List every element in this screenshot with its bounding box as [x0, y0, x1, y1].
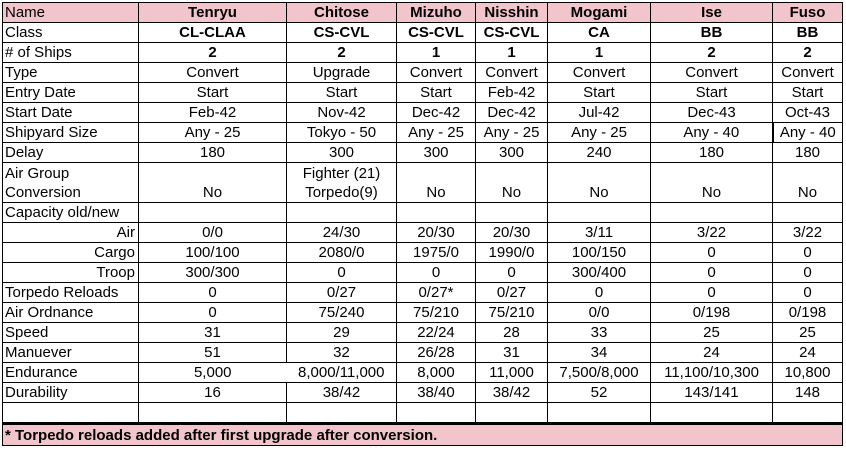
cell: 24	[773, 343, 843, 363]
cell: 300	[476, 143, 548, 163]
cell: 0	[773, 243, 843, 263]
ship-name: Tenryu	[139, 3, 287, 23]
cell: Feb-42	[476, 83, 548, 103]
table-row	[3, 283, 843, 303]
cell: 0	[139, 283, 287, 303]
empty-cell	[651, 203, 773, 223]
row-label: Torpedo Reloads	[3, 283, 139, 303]
row-label: Durability	[3, 383, 139, 403]
cell: 2080/0	[287, 243, 397, 263]
cell: CA	[548, 23, 651, 43]
cell: 0/0	[548, 303, 651, 323]
cell: CS-CVL	[397, 23, 476, 43]
cell: 1990/0	[476, 243, 548, 263]
row-label: Entry Date	[3, 83, 139, 103]
empty-cell	[287, 403, 397, 424]
table-row	[3, 103, 843, 123]
cell-line	[478, 164, 545, 183]
cell: 0/27*	[397, 283, 476, 303]
ship-name: Fuso	[773, 3, 843, 23]
table-row	[3, 3, 843, 23]
footnote-row	[3, 424, 843, 446]
cell: Convert	[548, 63, 651, 83]
cell: 0	[651, 283, 773, 303]
ship-name: Ise	[651, 3, 773, 23]
cell	[139, 163, 287, 203]
cell: 25	[651, 323, 773, 343]
cell: BB	[773, 23, 843, 43]
cell: Convert	[476, 63, 548, 83]
cell: 0	[773, 263, 843, 283]
empty-cell	[773, 203, 843, 223]
row-label: Troop	[3, 263, 139, 283]
empty-cell	[548, 203, 651, 223]
table-row	[3, 163, 843, 203]
cell: 180	[139, 143, 287, 163]
ship-name: Nisshin	[476, 3, 548, 23]
row-label-line: Conversion	[5, 183, 81, 201]
cell: 240	[548, 143, 651, 163]
row-label: Manuever	[3, 343, 139, 363]
table-row	[3, 243, 843, 263]
cell: 0/27	[287, 283, 397, 303]
cell-line: No	[202, 183, 223, 201]
cell-line: Fighter (21)	[302, 164, 381, 182]
row-label-line: Air Group	[5, 164, 70, 182]
cell: 300	[287, 143, 397, 163]
cell-line	[653, 164, 770, 183]
cell: Dec-42	[476, 103, 548, 123]
row-label: Cargo	[3, 243, 139, 263]
cell: 300/300	[139, 263, 287, 283]
cell: Start	[773, 83, 843, 103]
cell: 100/100	[139, 243, 287, 263]
cell: Any - 40	[773, 123, 843, 143]
cell: 38/42	[476, 383, 548, 403]
cell-line: No	[701, 183, 722, 201]
cell: Start	[651, 83, 773, 103]
row-label: Class	[3, 23, 139, 43]
cell: Oct-43	[773, 103, 843, 123]
cell: 180	[651, 143, 773, 163]
cell: 0	[651, 243, 773, 263]
row-label: Name	[3, 3, 139, 23]
cell: 34	[548, 343, 651, 363]
cell: 7,500/8,000	[548, 363, 651, 383]
cell: BB	[651, 23, 773, 43]
empty-cell	[287, 203, 397, 223]
cell: 3/22	[773, 223, 843, 243]
cell: 1	[397, 43, 476, 63]
cell: 3/22	[651, 223, 773, 243]
cell: 52	[548, 383, 651, 403]
cell: 75/210	[476, 303, 548, 323]
row-label: Air Ordnance	[3, 303, 139, 323]
empty-cell	[773, 403, 843, 424]
cell: Any - 25	[139, 123, 287, 143]
footnote: * Torpedo reloads added after first upgrade after conversion.	[3, 424, 843, 446]
empty-cell	[139, 203, 287, 223]
cell: 38/42	[287, 383, 397, 403]
empty-cell	[548, 403, 651, 424]
cell: Any - 25	[397, 123, 476, 143]
cell: Upgrade	[287, 63, 397, 83]
cell: Convert	[651, 63, 773, 83]
cell: 32	[287, 343, 397, 363]
cell: 1	[476, 43, 548, 63]
cell	[476, 163, 548, 203]
table-row	[3, 83, 843, 103]
cell: 0/0	[139, 223, 287, 243]
cell: Start	[139, 83, 287, 103]
cell: 0	[139, 303, 287, 323]
cell: 0	[476, 263, 548, 283]
cell: 0/198	[773, 303, 843, 323]
row-label: Capacity old/new	[3, 203, 139, 223]
cell: Feb-42	[139, 103, 287, 123]
cell: Convert	[139, 63, 287, 83]
cell: 180	[773, 143, 843, 163]
cell	[397, 163, 476, 203]
empty-cell	[3, 403, 139, 424]
cell: Any - 40	[651, 123, 773, 143]
cell: Any - 25	[548, 123, 651, 143]
table-row	[3, 23, 843, 43]
cell-line	[550, 164, 648, 183]
cell: 25	[773, 323, 843, 343]
cell: Tokyo - 50	[287, 123, 397, 143]
cell: 1	[548, 43, 651, 63]
ship-name: Chitose	[287, 3, 397, 23]
cell: 11,000	[476, 363, 548, 383]
table-row	[3, 203, 843, 223]
table-row	[3, 403, 843, 424]
cell: Start	[397, 83, 476, 103]
table-row	[3, 43, 843, 63]
cell: 8,000/11,000	[287, 363, 397, 383]
table-row	[3, 143, 843, 163]
row-label: Type	[3, 63, 139, 83]
cell: 2	[139, 43, 287, 63]
cell: 75/210	[397, 303, 476, 323]
cell: 3/11	[548, 223, 651, 243]
cell: 0	[287, 263, 397, 283]
cell: Convert	[397, 63, 476, 83]
row-label: Shipyard Size	[3, 123, 139, 143]
cell: 20/30	[476, 223, 548, 243]
cell: 0	[651, 263, 773, 283]
cell: 29	[287, 323, 397, 343]
cell: 148	[773, 383, 843, 403]
cell: Convert	[773, 63, 843, 83]
cell-line: No	[426, 183, 446, 201]
cell: Jul-42	[548, 103, 651, 123]
row-label: Air	[3, 223, 139, 243]
cell	[651, 163, 773, 203]
cell: 0	[773, 283, 843, 303]
cell: 24/30	[287, 223, 397, 243]
empty-cell	[476, 203, 548, 223]
cell: Start	[287, 83, 397, 103]
cell: 143/141	[651, 383, 773, 403]
cell: Any - 25	[476, 123, 548, 143]
ship-name: Mizuho	[397, 3, 476, 23]
cell: 75/240	[287, 303, 397, 323]
cell: 0	[397, 263, 476, 283]
row-label	[3, 163, 139, 203]
cell: 38/40	[397, 383, 476, 403]
cell: 8,000	[397, 363, 476, 383]
cell: 10,800	[773, 363, 843, 383]
row-label: Speed	[3, 323, 139, 343]
cell: 24	[651, 343, 773, 363]
cell: 51	[139, 343, 287, 363]
cell: 0/198	[651, 303, 773, 323]
empty-cell	[476, 403, 548, 424]
table-row	[3, 303, 843, 323]
cell: 300/400	[548, 263, 651, 283]
cell: Dec-42	[397, 103, 476, 123]
cell	[773, 163, 843, 203]
cell-line	[141, 164, 284, 183]
cell: 22/24	[397, 323, 476, 343]
cell: 28	[476, 323, 548, 343]
cell	[287, 163, 397, 203]
cell: 33	[548, 323, 651, 343]
cell: CL-CLAA	[139, 23, 287, 43]
cell	[548, 163, 651, 203]
empty-cell	[139, 403, 287, 424]
table-row	[3, 343, 843, 363]
cell: 1975/0	[397, 243, 476, 263]
cell: 2	[287, 43, 397, 63]
cell-line: No	[501, 183, 522, 201]
cell: 20/30	[397, 223, 476, 243]
cell-line: No	[797, 183, 818, 201]
table-row	[3, 123, 843, 143]
cell: 16	[139, 383, 287, 403]
cell: 2	[773, 43, 843, 63]
cell: 300	[397, 143, 476, 163]
cell: 31	[476, 343, 548, 363]
ship-conversion-table	[2, 2, 843, 446]
cell: 2	[651, 43, 773, 63]
cell: Start	[548, 83, 651, 103]
cell: Nov-42	[287, 103, 397, 123]
cell-line: No	[589, 183, 609, 201]
empty-cell	[651, 403, 773, 424]
cell: Dec-43	[651, 103, 773, 123]
cell: 31	[139, 323, 287, 343]
cell: 100/150	[548, 243, 651, 263]
table-row	[3, 383, 843, 403]
table-row	[3, 323, 843, 343]
cell-line	[399, 164, 473, 183]
empty-cell	[397, 203, 476, 223]
cell: 0	[548, 283, 651, 303]
row-label: Delay	[3, 143, 139, 163]
table-row	[3, 63, 843, 83]
row-label: # of Ships	[3, 43, 139, 63]
table-row	[3, 263, 843, 283]
cell-line	[775, 164, 840, 183]
empty-cell	[397, 403, 476, 424]
cell: CS-CVL	[287, 23, 397, 43]
table-row	[3, 223, 843, 243]
row-label: Endurance	[3, 363, 139, 383]
cell: 11,100/10,300	[651, 363, 773, 383]
cell: 0/27	[476, 283, 548, 303]
ship-name: Mogami	[548, 3, 651, 23]
row-label: Start Date	[3, 103, 139, 123]
cell: CS-CVL	[476, 23, 548, 43]
cell: 5,000	[139, 363, 287, 383]
cell: 26/28	[397, 343, 476, 363]
table-row	[3, 363, 843, 383]
cell-line: Torpedo(9)	[305, 183, 378, 201]
